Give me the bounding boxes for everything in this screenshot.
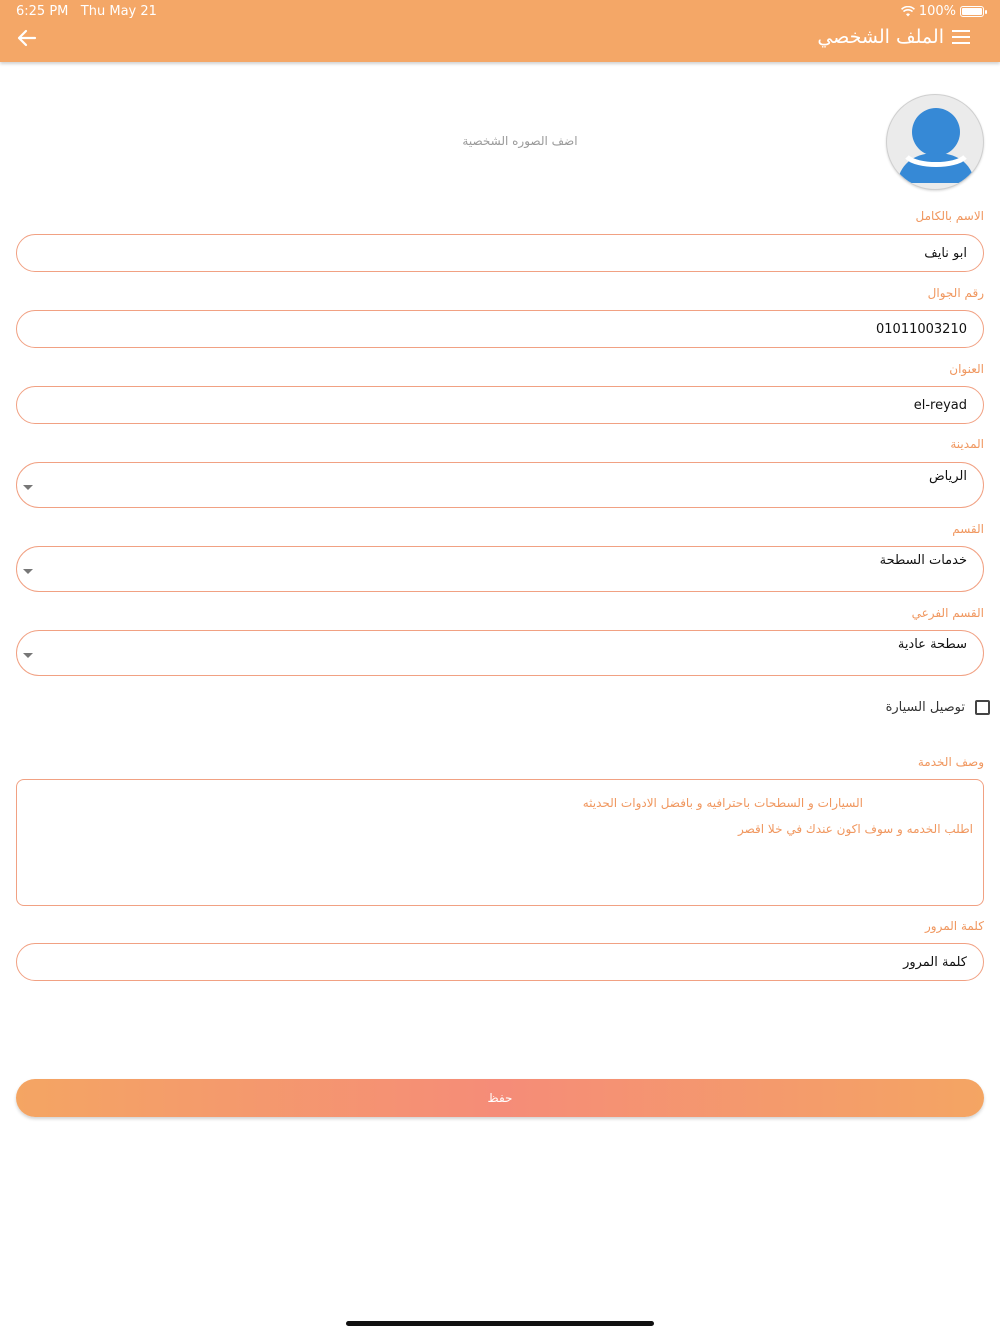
status-bar-time (16, 4, 157, 19)
subcategory-label: القسم الفرعي (911, 606, 984, 620)
category-select[interactable] (16, 546, 984, 592)
caret-down-icon (23, 653, 33, 658)
address-label: العنوان (949, 362, 984, 376)
subcategory-select[interactable] (16, 630, 984, 676)
password-input[interactable]: كلمة المرور (16, 943, 984, 981)
caret-down-icon (23, 569, 33, 574)
back-button[interactable] (14, 26, 40, 50)
city-label: المدينة (950, 437, 984, 451)
wifi-icon (901, 6, 915, 17)
description-line: السيارات و السطحات باحترافيه و بافضل الادوات الحديثه (582, 796, 863, 810)
status-bar-right (901, 4, 984, 19)
app-header (0, 0, 1000, 62)
status-date: Thu May 21 (80, 4, 157, 19)
car-delivery-checkbox[interactable] (975, 700, 990, 715)
status-time: 6:25 PM (16, 4, 69, 19)
user-silhouette-icon (887, 95, 984, 190)
full-name-input[interactable]: ابو نايف (16, 234, 984, 272)
avatar-hint: اضف الصوره الشخصية (462, 134, 578, 148)
car-delivery-option[interactable] (886, 700, 990, 715)
battery-icon (960, 6, 984, 17)
address-input[interactable]: el-reyad (16, 386, 984, 424)
car-delivery-label: توصيل السيارة (885, 700, 965, 715)
save-button[interactable]: حفظ (16, 1079, 984, 1117)
caret-down-icon (23, 485, 33, 490)
arrow-left-icon (14, 26, 40, 50)
category-label: القسم (952, 522, 984, 536)
menu-button[interactable] (952, 29, 972, 45)
hamburger-menu-icon (952, 29, 972, 45)
city-select-value: الرياض (928, 469, 967, 484)
phone-input[interactable]: 01011003210 (16, 310, 984, 348)
profile-avatar[interactable] (886, 94, 984, 190)
battery-percentage: 100% (918, 4, 956, 19)
category-select-value: خدمات السطحة (879, 553, 967, 568)
page-title: الملف الشخصي (817, 26, 944, 48)
home-indicator[interactable] (346, 1321, 654, 1326)
city-select[interactable] (16, 462, 984, 508)
description-label: وصف الخدمة (917, 755, 984, 769)
password-label: كلمة المرور (924, 919, 984, 933)
description-line: اطلب الخدمه و سوف اكون عندك في خلا اقصر (738, 822, 973, 836)
phone-label: رقم الجوال (927, 286, 984, 300)
description-textarea[interactable] (16, 779, 984, 906)
full-name-label: الاسم بالكامل (915, 209, 984, 223)
subcategory-select-value: سطحة عادية (897, 637, 967, 652)
